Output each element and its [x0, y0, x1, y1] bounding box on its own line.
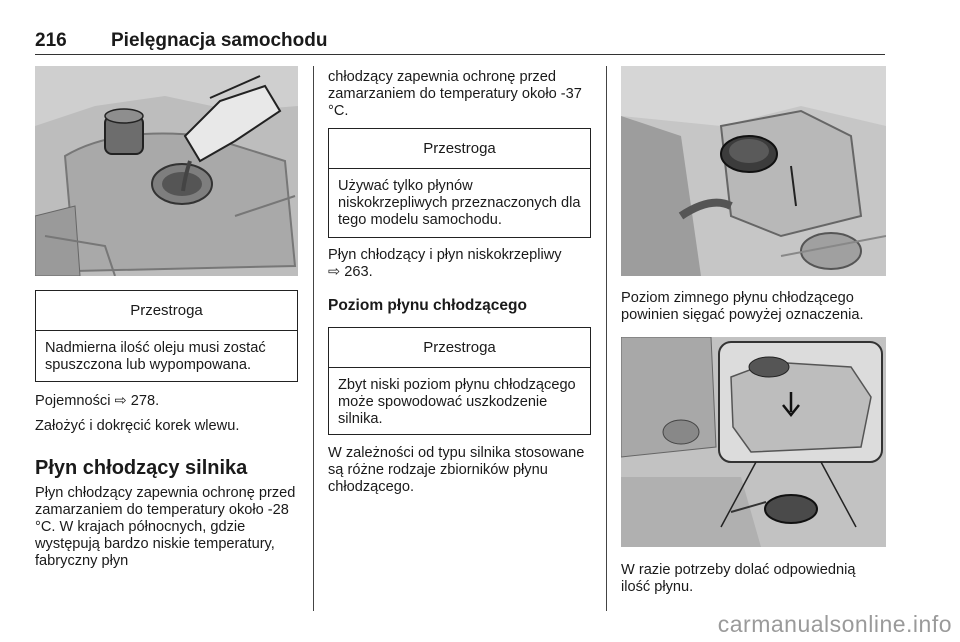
warning-text: Nadmierna ilość oleju musi zostać spuszczona lub wypompowana.: [45, 340, 266, 373]
warning-box-oil: [35, 290, 298, 382]
oil-filling-photo: [35, 66, 298, 276]
warning-text: Zbyt niski poziom płynu chłodzącego może spowodować uszkodzenie silnika.: [338, 377, 576, 427]
column-divider: [606, 66, 607, 611]
page-title: Pielęgnacja samochodu: [111, 30, 328, 51]
warning-box-coolant-level: [328, 327, 591, 435]
antifreeze-paragraph: [328, 247, 591, 281]
page-number: 216: [35, 30, 67, 51]
coolant-continuation: chłodzący zapewnia ochronę przed zamarzaniem do temperatury około -37 °C.: [328, 69, 582, 119]
subheading-coolant-level: Poziom płynu chłodzącego: [328, 297, 527, 314]
warning-title: Przestroga: [36, 291, 297, 331]
warning-title: Przestroga: [329, 328, 590, 368]
warning-text: Używać tylko płynów niskokrzepliwych przeznaczonych dla tego modelu samochodu.: [338, 178, 581, 228]
watermark: carmanualsonline.info: [717, 611, 952, 637]
coolant-level-paragraph: Poziom zimnego płynu chłodzącego powinien sięgać powyżej oznaczenia.: [621, 290, 864, 323]
capacity-text: Pojemności: [35, 393, 111, 409]
warning-title: Przestroga: [329, 129, 590, 169]
cap-instruction: Założyć i dokręcić korek wlewu.: [35, 418, 240, 434]
warning-box-antifreeze: [328, 128, 591, 238]
page-header: [35, 30, 885, 55]
refill-paragraph: W razie potrzeby dolać odpowiednią ilość płynu.: [621, 562, 856, 595]
capacity-reference-link[interactable]: ⇨ 278.: [114, 393, 160, 409]
coolant-reservoir-detail-photo: [621, 337, 886, 547]
section-heading-coolant: Płyn chłodzący silnika: [35, 457, 248, 479]
antifreeze-reference-link[interactable]: ⇨ 263.: [328, 264, 373, 280]
column-divider: [313, 66, 314, 611]
antifreeze-text: Płyn chłodzący i płyn niskokrzepliwy: [328, 247, 562, 263]
coolant-paragraph: Płyn chłodzący zapewnia ochronę przed zamarzaniem do temperatury około -28 °C. W krajach północnych, gdzie występują bardzo niskie temperatury, fabryczny płyn: [35, 485, 296, 569]
capacity-paragraph: [35, 393, 298, 410]
coolant-reservoir-photo: [621, 66, 886, 276]
engine-type-paragraph: W zależności od typu silnika stosowane są różne rodzaje zbiorników płynu chłodzącego.: [328, 445, 585, 495]
